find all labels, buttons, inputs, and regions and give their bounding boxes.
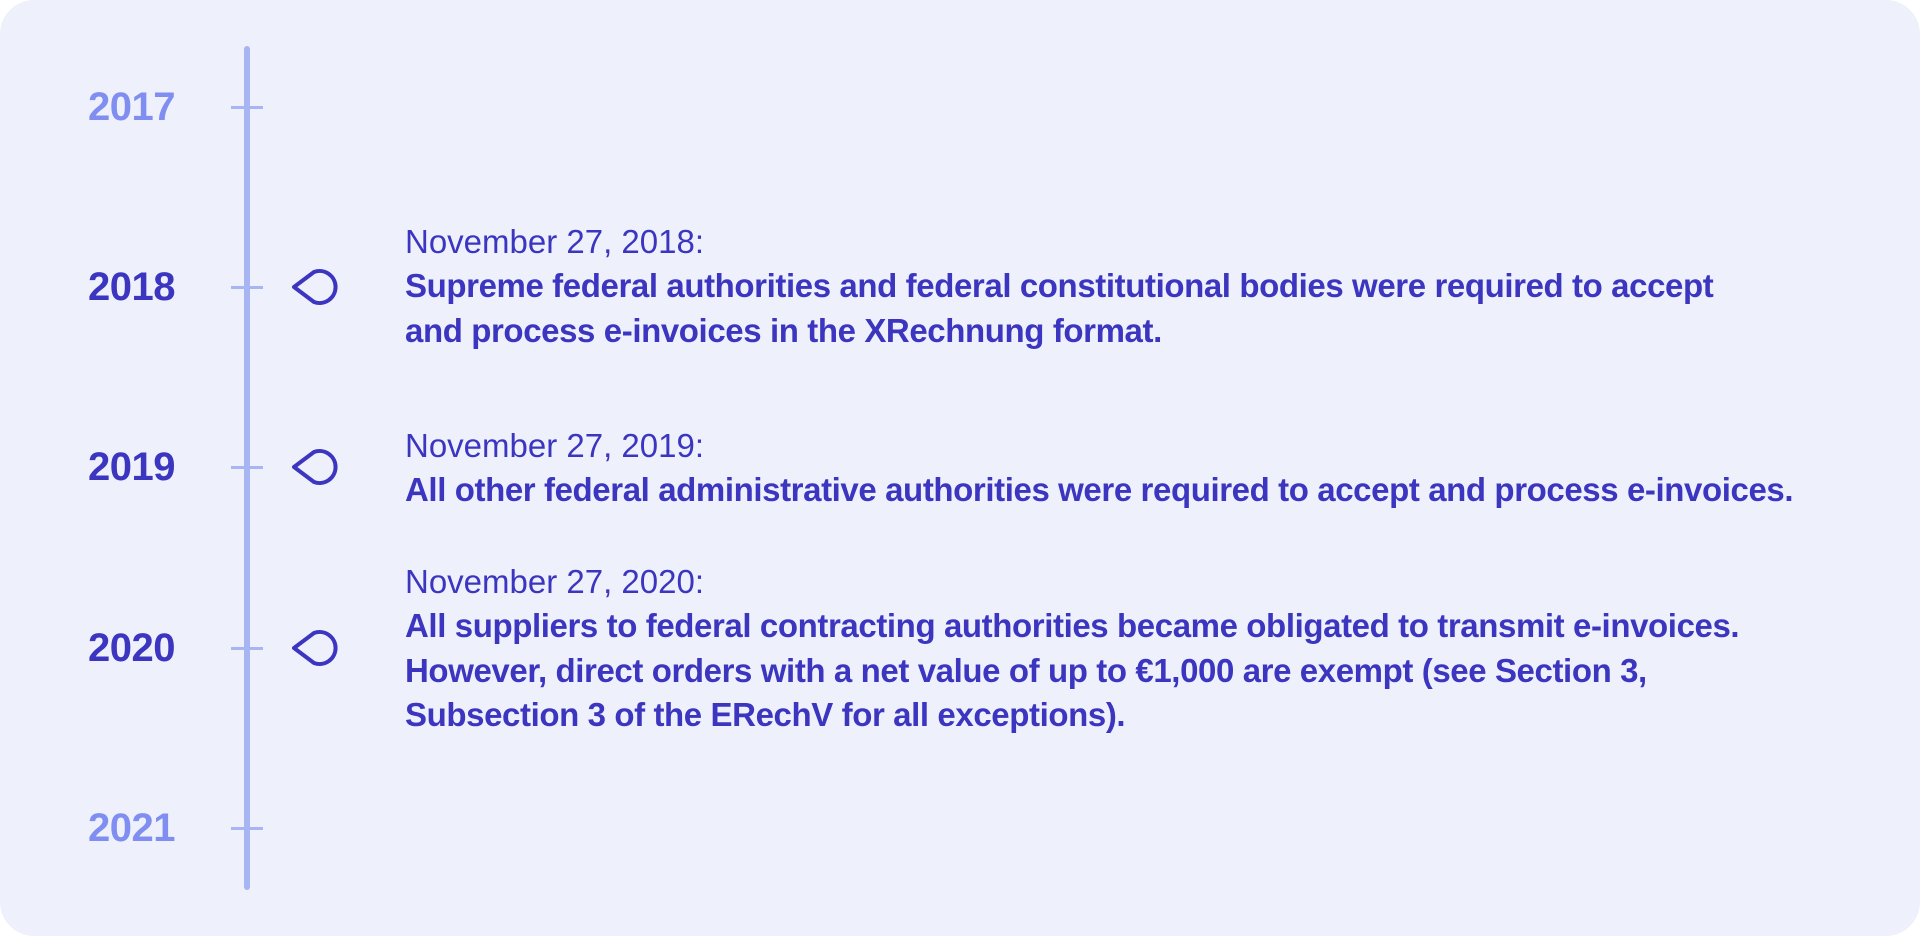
tick-2021 — [231, 827, 263, 830]
event-line: All suppliers to federal contracting authorities became obligated to transmit e-invoices. — [405, 607, 1740, 644]
year-label-2021: 2021 — [88, 806, 175, 850]
tick-2017 — [231, 106, 263, 109]
location-pin-icon — [292, 445, 352, 489]
year-label-2019: 2019 — [88, 445, 175, 489]
event-line: and process e-invoices in the XRechnung format. — [405, 311, 1162, 349]
event-date: November 27, 2018: — [405, 223, 705, 260]
year-label-2017: 2017 — [88, 85, 175, 129]
event-date: November 27, 2020: — [405, 563, 705, 600]
event-date: November 27, 2019: — [405, 427, 705, 464]
location-pin-icon — [292, 626, 352, 670]
event-line: All other federal administrative authorities were required to accept and process e-invoices. — [405, 471, 1794, 508]
event-2018 — [405, 220, 1885, 353]
tick-2019 — [231, 466, 263, 469]
location-pin-icon — [292, 265, 352, 309]
event-line: However, direct orders with a net value of up to €1,000 are exempt (see Section 3, — [405, 651, 1647, 689]
event-2020 — [405, 560, 1885, 738]
event-2019 — [405, 424, 1885, 513]
year-label-2020: 2020 — [88, 626, 175, 670]
tick-2018 — [231, 286, 263, 289]
event-line: Subsection 3 of the ERechV for all exceptions). — [405, 696, 1126, 733]
event-line: Supreme federal authorities and federal constitutional bodies were required to accept — [405, 267, 1714, 304]
tick-2020 — [231, 647, 263, 650]
year-label-2018: 2018 — [88, 265, 175, 309]
